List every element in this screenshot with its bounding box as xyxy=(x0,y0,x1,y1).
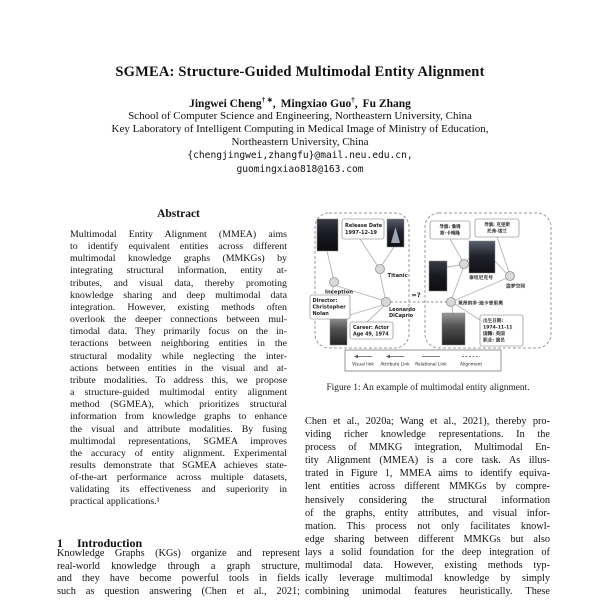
inception-poster-image xyxy=(317,219,338,251)
svg-text:斯·卡梅隆: 斯·卡梅隆 xyxy=(440,231,460,237)
text-line: timodal data. They primarily focus on the in- xyxy=(70,326,287,338)
dicaprio-photo-image xyxy=(330,317,347,345)
text-line: edge sharing between different MMKGs but also xyxy=(305,533,550,545)
abstract-body xyxy=(70,229,287,509)
text-line: of the graphs, entity attributes, and visual infor- xyxy=(305,507,550,519)
text-line: and they have become powerful tools in fields xyxy=(57,573,300,585)
text-line: practical applications.¹ xyxy=(70,496,160,508)
text-line: multimodal knowledge graphs (MMKGs) by xyxy=(70,253,287,265)
svg-text:1974-11-11: 1974-11-11 xyxy=(483,325,513,331)
director-cameron-attr-box xyxy=(430,221,470,239)
figure-legend xyxy=(345,350,501,371)
text-line: Multimodal Entity Alignment (MMEA) aims xyxy=(70,229,287,240)
text-line: results demonstrate that SGMEA achieves state- xyxy=(70,459,287,471)
author-2: Mingxiao Guo xyxy=(280,97,352,110)
author-3: Fu Zhang xyxy=(362,97,411,110)
text-line: a structure-guided multimodal entity alignment xyxy=(70,387,287,399)
text-line: the visual and attribute modalities. By fusing xyxy=(70,423,287,435)
author-1-marker: † ∗ xyxy=(261,96,273,104)
text-line: validating its effectiveness and superiority in xyxy=(70,484,287,496)
text-line: information from knowledge graphs to enhance xyxy=(70,411,287,423)
text-line: lays a solid foundation for the deep integration of xyxy=(305,546,550,558)
dicaprio-entity-node xyxy=(382,298,391,307)
text-line: viding richer knowledge representations. In the xyxy=(305,429,550,441)
dicaprio-cn-entity-node xyxy=(447,298,456,307)
text-line: multimodal representations, SGMEA improves xyxy=(70,435,287,447)
svg-text:Director:: Director: xyxy=(312,298,338,304)
titanic-cn-poster-image xyxy=(469,241,495,273)
text-line: such as question answering (Chen et al., 2021; xyxy=(57,585,300,597)
text-line: integrating structural information, entity at- xyxy=(70,265,287,277)
text-line: ically leverage multimodal knowledge by simply xyxy=(305,573,550,585)
author-line: Jingwei Cheng† ∗, Mingxiao Guo†, Fu Zhang xyxy=(189,96,411,110)
svg-text:托弗·诺兰: 托弗·诺兰 xyxy=(487,229,507,235)
text-line: method (SGMEA), which prioritizes structural xyxy=(70,399,287,411)
dicaprio-node-label-2: DiCaprio xyxy=(389,313,414,319)
text-line: real-world knowledge through a graph structure, xyxy=(57,560,300,572)
paper-title: SGMEA: Structure-Guided Multimodal Entity Alignment xyxy=(115,64,485,80)
text-line: mation. This process not only facilitates knowl- xyxy=(305,520,550,532)
author-2-marker: † xyxy=(351,96,355,104)
text-line: actions between entities in the visual and at- xyxy=(70,362,287,374)
text-line: tributes, and visual data, thereby promoting xyxy=(70,277,287,289)
text-line: knowledge sharing and deep multimodal data xyxy=(70,289,287,301)
legend-relational-link-label: Relational Link xyxy=(415,362,447,368)
svg-text:Career: Actor: Career: Actor xyxy=(353,326,390,331)
text-line: to identify equivalent entities across different xyxy=(70,241,287,253)
text-line: the accuracy of entity alignment. Experimental xyxy=(70,447,287,459)
text-line: of-the-art performance across multiple datasets, xyxy=(70,472,287,484)
figure-1-caption: Figure 1: An example of multimodal entity alignment. xyxy=(326,383,530,393)
dicaprio-cn-photo-image xyxy=(442,313,465,345)
author-emails xyxy=(0,149,600,176)
text-line: guomingxiao818@163.com xyxy=(236,163,364,175)
text-line: {chengjingwei,zhangfu}@mail.neu.edu.cn, xyxy=(187,150,413,161)
alignment-question-label: =? xyxy=(411,291,421,299)
svg-text:国籍: 美国: 国籍: 美国 xyxy=(483,332,505,337)
svg-text:导演: 詹姆: 导演: 詹姆 xyxy=(439,225,461,230)
director-nolan-attr-box xyxy=(475,219,519,237)
text-line: combining unimodal features heuristically. These xyxy=(305,586,550,598)
legend-visual-link-label: Visual link xyxy=(352,362,374,368)
svg-text:出生日期:: 出生日期: xyxy=(483,319,504,324)
affiliations xyxy=(0,110,600,149)
svg-text:职业: 演员: 职业: 演员 xyxy=(483,338,505,344)
inception-node-label: Inception xyxy=(325,289,354,296)
text-line: hensively considering the structural information xyxy=(305,494,550,506)
right-column-paragraph xyxy=(305,415,550,598)
titanic-entity-node xyxy=(376,265,385,274)
left-column xyxy=(57,205,300,597)
text-line: Chen et al., 2020a; Wang et al., 2021), thereby pro- xyxy=(305,416,550,427)
text-line: tity Alignment (MMEA) is a core task. As illus- xyxy=(305,455,550,467)
svg-text:Release Date: Release Date xyxy=(345,223,383,229)
text-line: Key Laboratory of Intelligent Computing in Medical Image of Ministry of Education, xyxy=(111,123,489,135)
svg-text:1997-12-19: 1997-12-19 xyxy=(345,230,377,236)
figure-1-graphic xyxy=(303,205,553,377)
introduction-paragraph xyxy=(57,548,300,598)
text-line: tribute modalities. To address this, we propose xyxy=(70,374,287,386)
svg-text:导演: 克里斯: 导演: 克里斯 xyxy=(484,223,510,228)
text-line: Northeastern University, China xyxy=(231,136,369,148)
svg-text:Nolan: Nolan xyxy=(312,311,329,317)
text-line: Knowledge Graphs (KGs) organize and represent xyxy=(57,548,300,559)
dicaprio-cn-node-label: 莱昂纳多·迪卡普里奥 xyxy=(458,301,503,307)
dicaprio-node-label-1: Leonardo xyxy=(389,307,416,313)
text-line: School of Computer Science and Engineering, Northeastern University, China xyxy=(128,110,472,122)
text-line: multimodal data. However, existing methods typ- xyxy=(305,560,550,572)
svg-text:Christopher: Christopher xyxy=(312,304,346,311)
svg-text:Age 49, 1974: Age 49, 1974 xyxy=(353,332,389,338)
director-attr-box xyxy=(310,295,350,319)
text-line: overlook the deeper connections between mul- xyxy=(70,314,287,326)
text-line: structural modality while neglecting the inter- xyxy=(70,350,287,362)
titanic-cn-entity-node xyxy=(460,260,469,269)
text-line: teractions between neighboring entities in the xyxy=(70,338,287,350)
birthdate-attr-box xyxy=(480,315,523,346)
text-line: integration. However, existing methods often xyxy=(70,301,287,313)
inception-cn-entity-node xyxy=(506,272,515,281)
titanic-cn-node-label: 泰坦尼克号 xyxy=(469,276,493,281)
text-line: lent entities across different MMKGs by compre- xyxy=(305,481,550,493)
text-line: process of MMKG integration, Multimodal En- xyxy=(305,442,550,454)
legend-attribute-link-label: Attribute Link xyxy=(380,362,410,368)
career-attr-box xyxy=(350,322,393,339)
text-line: trated in Figure 1, MMEA aims to identify equiva- xyxy=(305,468,550,480)
titanic-node-label: Titanic xyxy=(387,273,408,279)
inception-entity-node xyxy=(330,278,339,287)
inception-cn-poster-image xyxy=(429,261,447,291)
author-1: Jingwei Cheng xyxy=(189,97,262,110)
inception-cn-node-label: 盗梦空间 xyxy=(506,284,526,290)
abstract-heading: Abstract xyxy=(157,208,200,220)
release-date-attr-box xyxy=(342,219,384,239)
section-heading-introduction: 1 Introduction xyxy=(57,536,143,550)
legend-alignment-label: Alignment xyxy=(459,362,483,368)
